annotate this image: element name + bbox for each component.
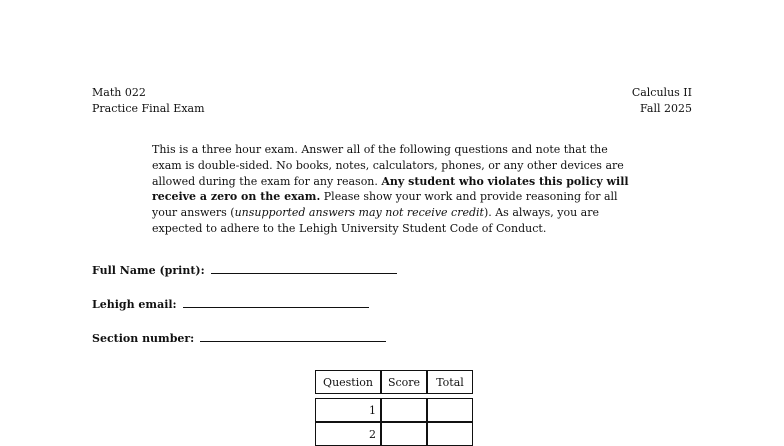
instructions-policy-warning: Any student who violates this policy will receive a zero on the exam. <box>152 174 629 204</box>
total-cell <box>427 422 473 446</box>
question-number: 1 <box>315 398 381 422</box>
instructions-text-1: This is a three hour exam. Answer all of the following questions and note that the exam is double-sided. No books, notes, calculators, phones, or any other devices are allowed during the exam for any reason. <box>152 143 624 188</box>
table-row <box>315 398 473 422</box>
email-field <box>92 295 369 311</box>
header-question: Question <box>315 370 381 394</box>
instructions-text-3: ). As always, you are expected to adhere to the Lehigh University Student Code of Conduct. <box>152 206 599 235</box>
term: Fall 2025 <box>640 102 692 115</box>
section-field <box>92 329 386 345</box>
question-number: 2 <box>315 422 381 446</box>
instructions-text-2: Please show your work and provide reasoning for all your answers ( <box>152 190 618 220</box>
total-cell <box>427 398 473 422</box>
score-table-header <box>315 370 473 394</box>
exam-title: Practice Final Exam <box>92 102 205 115</box>
course-code: Math 022 <box>92 86 146 99</box>
header-left <box>92 85 205 117</box>
section-label: Section number: <box>92 332 195 345</box>
score-cell <box>381 422 427 446</box>
full-name-blank[interactable] <box>211 261 397 274</box>
full-name-label: Full Name (print): <box>92 264 205 277</box>
header-total: Total <box>427 370 473 394</box>
email-label: Lehigh email: <box>92 298 177 311</box>
section-blank[interactable] <box>200 329 386 342</box>
full-name-field <box>92 261 397 277</box>
header-score: Score <box>381 370 427 394</box>
header-right <box>632 85 692 117</box>
instructions-credit-note: unsupported answers may not receive credit <box>234 206 484 220</box>
course-subject: Calculus II <box>631 86 692 99</box>
instructions-paragraph <box>152 142 637 237</box>
table-row <box>315 422 473 446</box>
email-blank[interactable] <box>183 295 369 308</box>
score-cell <box>381 398 427 422</box>
score-table <box>315 370 473 446</box>
